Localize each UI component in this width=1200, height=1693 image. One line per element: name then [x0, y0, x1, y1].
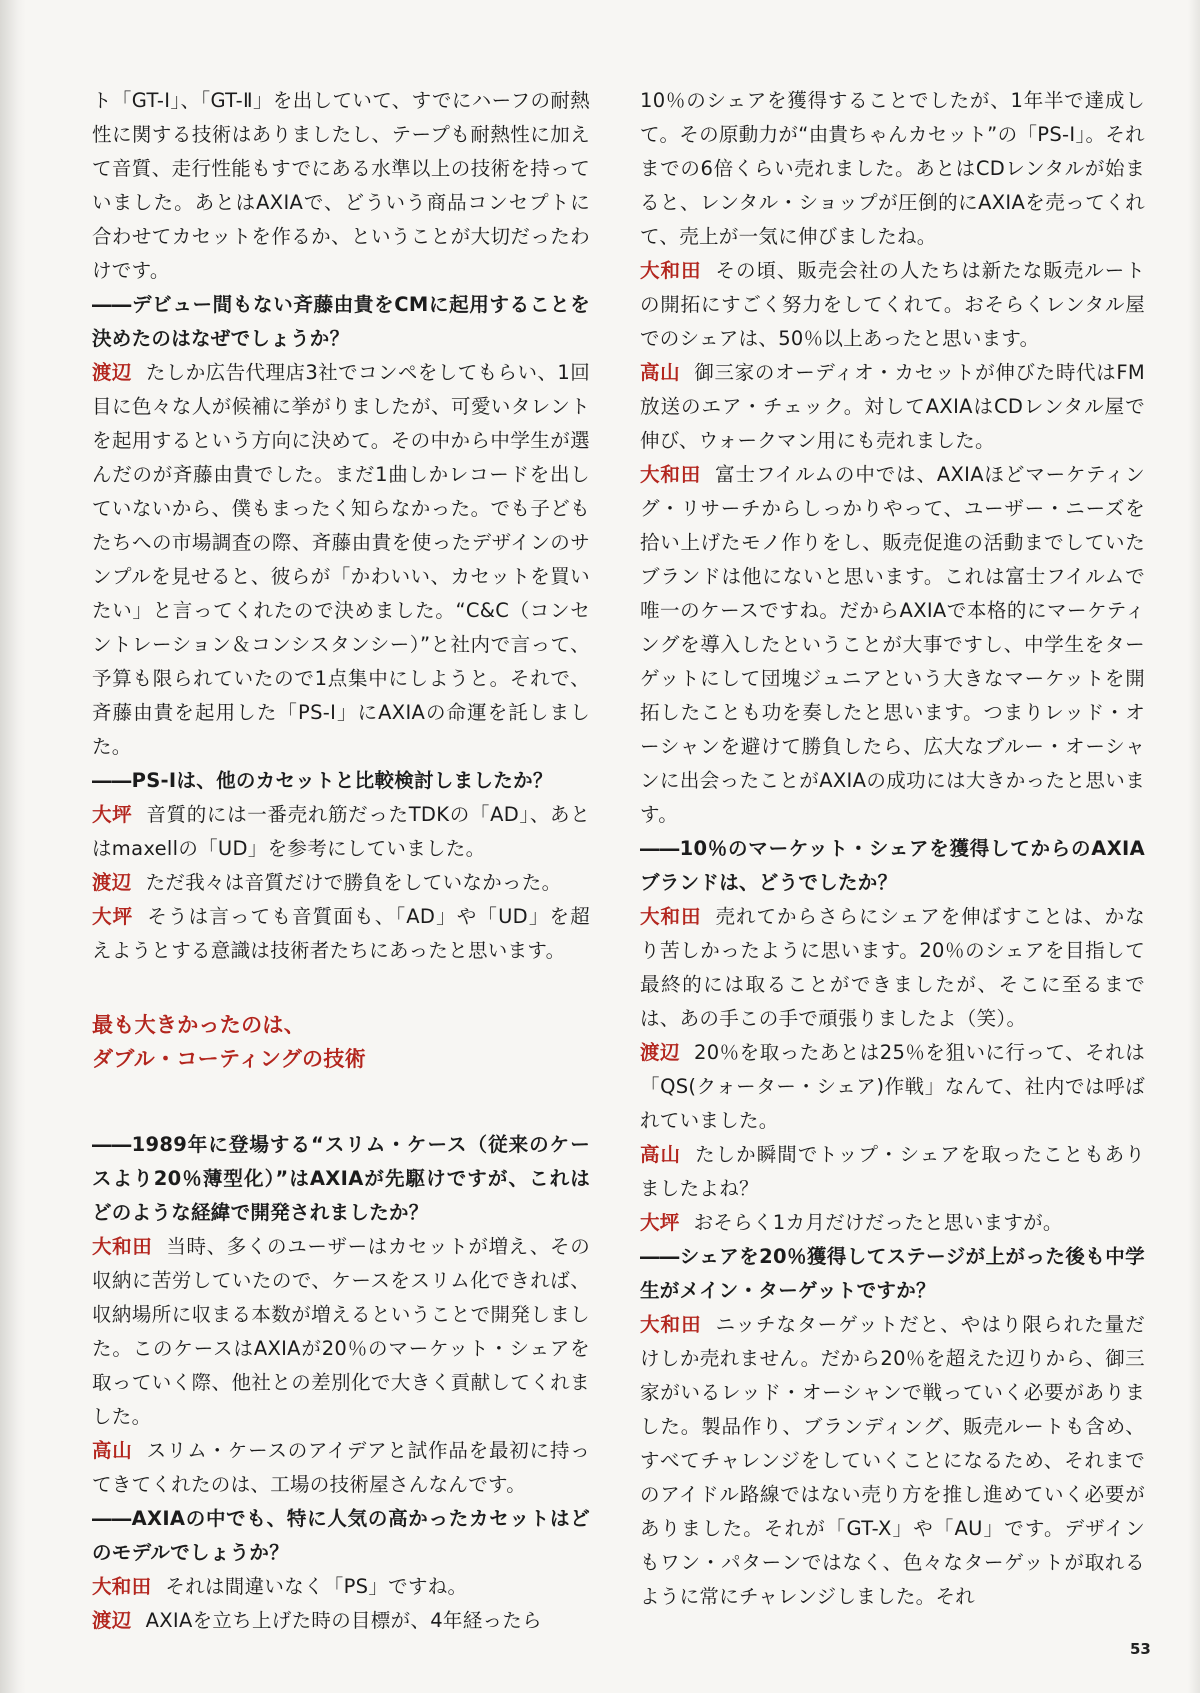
speaker-name: 大和田: [640, 463, 702, 486]
speaker-name: 大和田: [640, 1313, 702, 1336]
speaker-name: 大坪: [640, 1211, 680, 1234]
interview-answer: [92, 798, 590, 866]
interview-question: ――10％のマーケット・シェアを獲得してからのAXIAブランドは、どうでしたか？: [640, 837, 1145, 894]
answer-text: そうは言っても音質面も、「AD」や「UD」を超えようとする意識は技術者たちにあったと思います。: [92, 905, 590, 962]
answer-text: 20％を取ったあとは25％を狙いに行って、それは「QS(クォーター・シェア)作戦」なんて、社内では呼ばれていました。: [640, 1041, 1145, 1132]
answer-text: それは間違いなく「PS」ですね。: [165, 1575, 468, 1598]
body-paragraph: 10％のシェアを獲得することでしたが、1年半で達成して。その原動力が“由貴ちゃんカセット”の「PS-I」。それまでの6倍くらい売れました。あとはCDレンタルが始まると、レンタル・ショップが圧倒的にAXIAを売ってくれて、売上が一気に伸びましたね。: [640, 89, 1145, 248]
page-edge-shadow: [1188, 0, 1200, 1693]
interview-answer: [640, 458, 1145, 832]
interview-answer: [92, 900, 590, 968]
answer-text: 当時、多くのユーザーはカセットが増え、その収納に苦労していたので、ケースをスリム化できれば、収納場所に収まる本数が増えるということで開発しました。このケースはAXIAが20％のマーケット・シェアを取っていく際、他社との差別化で大きく貢献してくれました。: [92, 1235, 590, 1428]
speaker-name: 大和田: [640, 905, 702, 928]
interview-answer: [640, 1206, 1145, 1240]
section-heading: [92, 1008, 590, 1076]
speaker-name: 大和田: [92, 1575, 152, 1598]
speaker-name: 渡辺: [92, 1609, 132, 1632]
speaker-name: 高山: [92, 1439, 133, 1462]
right-column: [640, 84, 1145, 1614]
interview-answer: [92, 1604, 590, 1638]
interview-answer: [640, 1138, 1145, 1206]
interview-answer: [640, 1308, 1145, 1614]
answer-text: おそらく1カ月だけだったと思いますが。: [693, 1211, 1063, 1234]
interview-question: ――PS-Iは、他のカセットと比較検討しましたか？: [92, 769, 553, 792]
speaker-name: 渡辺: [92, 871, 132, 894]
answer-text: その頃、販売会社の人たちは新たな販売ルートの開拓にすごく努力をしてくれて。おそらくレンタル屋でのシェアは、50％以上あったと思います。: [640, 259, 1145, 350]
interview-answer: [640, 254, 1145, 356]
answer-text: 売れてからさらにシェアを伸ばすことは、かなり苦しかったように思います。20％のシェアを目指して最終的には取ることができましたが、そこに至るまでは、あの手この手で頑張りましたよ（笑）。: [640, 905, 1145, 1030]
interview-question: ――シェアを20％獲得してステージが上がった後も中学生がメイン・ターゲットですか？: [640, 1245, 1145, 1302]
interview-answer: [92, 356, 590, 764]
page-number: 53: [1130, 1640, 1151, 1658]
section-heading-line: ダブル・コーティングの技術: [92, 1047, 366, 1071]
speaker-name: 大和田: [640, 259, 702, 282]
section-heading-line: 最も大きかったのは、: [92, 1013, 305, 1037]
interview-answer: [92, 866, 590, 900]
speaker-name: 大和田: [92, 1235, 153, 1258]
interview-question: ――デビュー間もない斉藤由貴をCMに起用することを決めたのはなぜでしょうか？: [92, 293, 590, 350]
speaker-name: 渡辺: [92, 361, 132, 384]
answer-text: ニッチなターゲットだと、やはり限られた量だけしか売れません。だから20％を超えた辺りから、御三家がいるレッド・オーシャンで戦っていく必要がありました。製品作り、ブランディング、販売ルートも含め、すべてチャレンジをしていくことになるため、それまでのアイドル路線ではない売り方を推し進めていく必要がありました。それが「GT-X」や「AU」です。デザインもワン・パターンではなく、色々なターゲットが取れるように常にチャレンジしました。それ: [640, 1313, 1145, 1608]
speaker-name: 高山: [640, 1143, 682, 1166]
interview-question: ――AXIAの中でも、特に人気の高かったカセットはどのモデルでしょうか？: [92, 1507, 590, 1564]
answer-text: 御三家のオーディオ・カセットが伸びた時代はFM放送のエア・チェック。対してAXIAはCDレンタル屋で伸び、ウォークマン用にも売れました。: [640, 361, 1145, 452]
answer-text: AXIAを立ち上げた時の目標が、4年経ったら: [145, 1609, 542, 1632]
left-column: [92, 84, 590, 1638]
body-paragraph: ト「GT-I」、「GT-Ⅱ」を出していて、すでにハーフの耐熱性に関する技術はありましたし、テープも耐熱性に加えて音質、走行性能もすでにある水準以上の技術を持っていました。あとはAXIAで、どういう商品コンセプトに合わせてカセットを作るか、ということが大切だったわけです。: [92, 89, 590, 282]
interview-answer: [92, 1230, 590, 1434]
interview-answer: [640, 1036, 1145, 1138]
speaker-name: 大坪: [92, 905, 134, 928]
answer-text: 音質的には一番売れ筋だったTDKの「AD」、あとはmaxellの「UD」を参考にしていました。: [92, 803, 590, 860]
answer-text: たしか瞬間でトップ・シェアを取ったこともありましたよね？: [640, 1143, 1145, 1200]
answer-text: ただ我々は音質だけで勝負をしていなかった。: [145, 871, 562, 894]
speaker-name: 大坪: [92, 803, 133, 826]
speaker-name: 高山: [640, 361, 681, 384]
page-binding-shadow: [0, 0, 26, 1693]
answer-text: たしか広告代理店3社でコンペをしてもらい、1回目に色々な人が候補に挙がりましたが、可愛いタレントを起用するという方向に決めて。その中から中学生が選んだのが斉藤由貴でした。まだ1曲しかレコードを出していないから、僕もまったく知らなかった。でも子どもたちへの市場調査の際、斉藤由貴を使ったデザインのサンプルを見せると、彼らが「かわいい、カセットを買いたい」と言ってくれたので決めました。“C&C（コンセントレーション＆コンシスタンシー）”と社内で言って、予算も限られていたので1点集中にしようと。それで、斉藤由貴を起用した「PS-I」にAXIAの命運を託しました。: [92, 361, 590, 758]
interview-answer: [92, 1434, 590, 1502]
interview-answer: [92, 1570, 590, 1604]
answer-text: 富士フイルムの中では、AXIAほどマーケティング・リサーチからしっかりやって、ユーザー・ニーズを拾い上げたモノ作りをし、販売促進の活動までしていたブランドは他にないと思います。これは富士フイルムで唯一のケースですね。だからAXIAで本格的にマーケティングを導入したということが大事ですし、中学生をターゲットにして団塊ジュニアという大きなマーケットを開拓したことも功を奏したと思います。つまりレッド・オーシャンを避けて勝負したら、広大なブルー・オーシャンに出会ったことがAXIAの成功には大きかったと思います。: [640, 463, 1145, 826]
answer-text: スリム・ケースのアイデアと試作品を最初に持ってきてくれたのは、工場の技術屋さんなんです。: [92, 1439, 590, 1496]
interview-question: ――1989年に登場する“スリム・ケース（従来のケースより20％薄型化）”はAXIAが先駆けですが、これはどのような経緯で開発されましたか？: [92, 1133, 590, 1224]
interview-answer: [640, 900, 1145, 1036]
speaker-name: 渡辺: [640, 1041, 681, 1064]
interview-answer: [640, 356, 1145, 458]
